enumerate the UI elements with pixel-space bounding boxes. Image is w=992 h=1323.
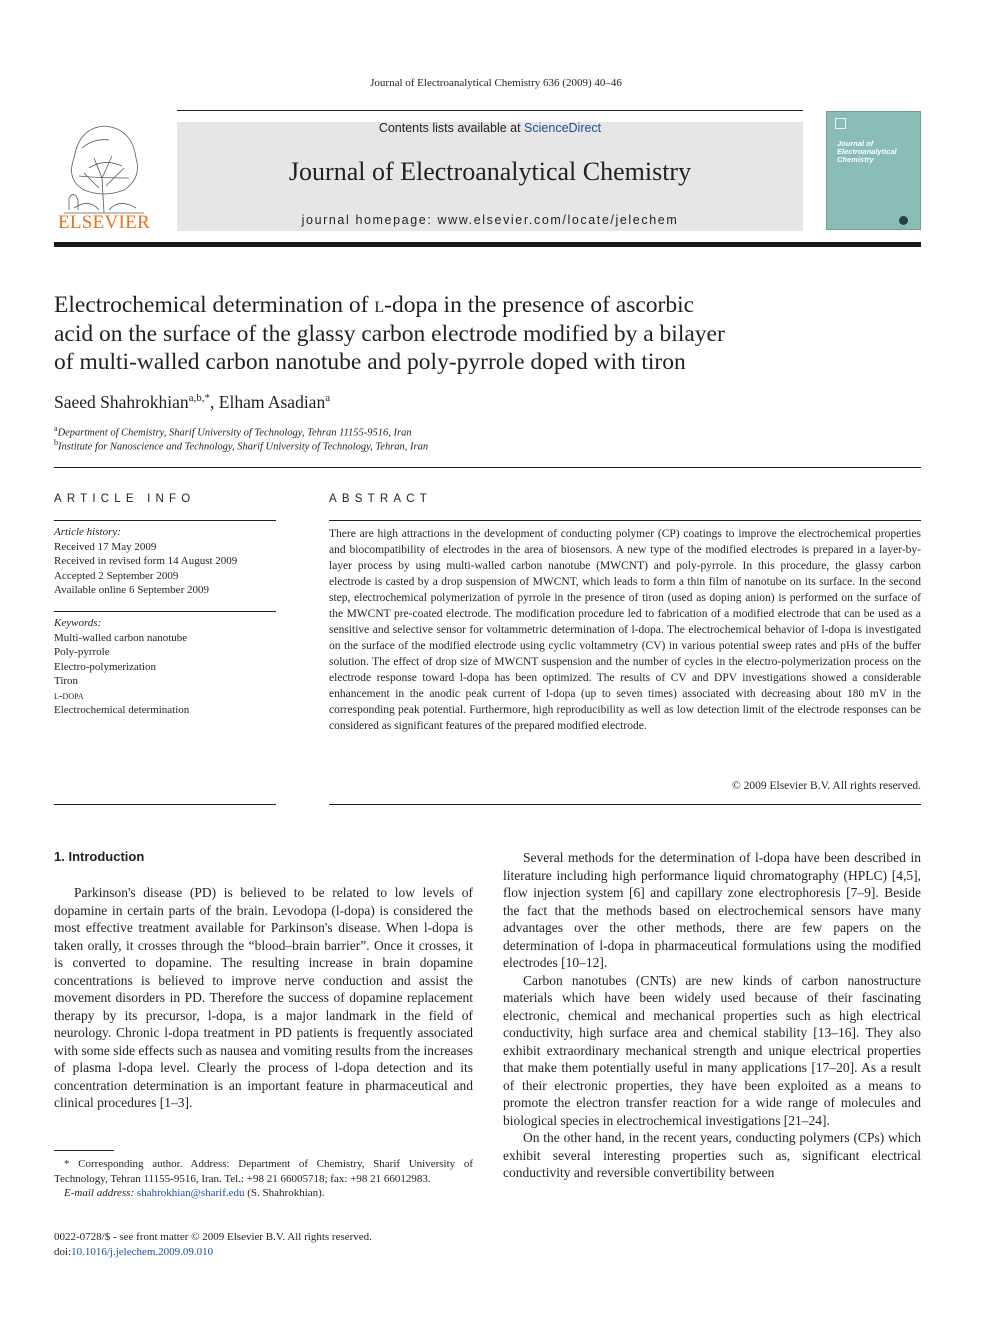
author-sup[interactable]: a,b,* xyxy=(188,392,211,405)
keyword: l-dopa xyxy=(54,689,84,702)
elsevier-wordmark: ELSEVIER xyxy=(57,212,151,233)
section-heading: 1. Introduction xyxy=(54,849,145,864)
author-list: Saeed Shahrokhian$^{a,b,*}$, Elham Asadian$^a$ xyxy=(54,392,331,412)
keyword: Poly-pyrrole xyxy=(54,646,110,658)
homepage-link[interactable]: www.elsevier.com/locate/jelechem xyxy=(437,213,679,227)
email-link[interactable]: shahrokhian@sharif.edu xyxy=(136,1187,245,1199)
doi-line: doi:10.1016/j.jelechem.2009.09.010 xyxy=(54,1245,214,1258)
abstract-label: ABSTRACT xyxy=(329,493,432,505)
history-item: Received in revised form 14 August 2009 xyxy=(54,555,238,567)
affiliation-b: $^b$Institute for Nanoscience and Technology, Sharif University of Technology, Tehran, Iran xyxy=(54,438,429,453)
keywords: Keywords: Multi-walled carbon nanotube Poly-pyrrole Electro-polymerization Tiron l-dopa Electrochemical determination xyxy=(54,616,276,718)
issn-line: 0022-0728/$ - see front matter © 2009 Elsevier B.V. All rights reserved. xyxy=(54,1231,372,1243)
title-line: of multi-walled carbon nanotube and poly-pyrrole doped with tiron xyxy=(54,349,686,375)
affiliation-a: $^a$Department of Chemistry, Sharif University of Technology, Tehran 11155-9516, Iran xyxy=(54,424,412,439)
title-line: acid on the surface of the glassy carbon electrode modified by a bilayer xyxy=(54,320,725,347)
journal-cover-thumbnail-icon xyxy=(826,111,921,230)
header-rule xyxy=(177,110,803,111)
info-rule xyxy=(54,611,276,612)
sciencedirect-link[interactable]: ScienceDirect xyxy=(524,121,602,135)
title-rule xyxy=(54,467,921,468)
keyword: Electrochemical determination xyxy=(54,704,190,716)
author-name[interactable]: Saeed Shahrokhian xyxy=(54,392,189,412)
keyword: Electro-polymerization xyxy=(54,660,157,673)
article-title xyxy=(54,291,854,377)
corresponding-author-note: * Corresponding author. Address: Department of Chemistry, Sharif University of Technology, Tehran 11155-9516, Iran. Tel.: +98 21 66005718; fax: +98 21 66012983. xyxy=(54,1158,473,1185)
abstract-rule xyxy=(329,804,921,805)
paragraph: Carbon nanotubes (CNTs) are new kinds of carbon nanostructure materials which have been widely used because of their fascinating electronic, chemical and mechanical properties such as high electrical conductivity, high surface area and chemical stability [13–16]. They also exhibit extraordinary mechanical strength and unique electrical properties that make them potentially useful in many applications [17–20]. As a result of their electronic properties, they have been exploited as a means to promote the electron transfer reaction for a wide range of molecules and biological species in electrochemical investigations [21–24]. xyxy=(503,972,921,1128)
doi-link[interactable]: 10.1016/j.jelechem.2009.09.010 xyxy=(71,1245,214,1258)
paragraph: On the other hand, in the recent years, conducting polymers (CPs) which exhibit several interesting properties such as, significant electrical conductivity and reversible convertibility between xyxy=(503,1130,921,1180)
email-note: E-mail address: shahrokhian@sharif.edu (S. Shahrokhian). xyxy=(64,1187,325,1199)
info-rule xyxy=(54,804,276,805)
cover-seal-icon xyxy=(899,216,908,225)
abstract-text: There are high attractions in the development of conducting polymer (CP) coatings to improve the electrochemical properties and biocompatibility of electrodes in the area of biosensors. A new type of the modified electrodes is prepared in a layer-by-layer process by using multi-walled carbon nanotube (MWCNT) and poly-pyrrole. In this procedure, the glassy carbon electrode is casted by a drop suspension of MWCNT, which leads to form a thin film of nanotube on its surface. In the second step, electrochemical polymerization of pyrrole in the presence of tiron (used as doping anion) is performed on the surface of the MWCNT pre-coated electrode. The modification procedure led to fabrication of a modified electrode that can be used as a sensitive and selective sensor for voltammetric determination of l-dopa. The electrochemical behavior of l-dopa is investigated on the surface of the modified electrode using cyclic voltammetry (CV) in various potential sweep rates and pHs of the buffer solution. The effect of drop size of MWCNT suspension and the number of cycles in the electro-polymerization process on the electrode response toward l-dopa has been optimized. The results of CV and DPV investigations showed a considerable enhancement in the anodic peak current of l-dopa (up to seven times) associated with decreasing about 180 mV in the corresponding peak potential. Furthermore, high reproducibility as well as low detection limit of the electrode responses can be considered as significant features of the prepared modified electrode. xyxy=(329,528,921,732)
article-info-label: ARTICLE INFO xyxy=(54,493,196,505)
body-column-right xyxy=(503,849,921,1182)
info-rule xyxy=(54,520,276,521)
history-item: Received 17 May 2009 xyxy=(54,540,157,553)
keyword: Tiron xyxy=(54,675,79,687)
header-thick-rule xyxy=(54,242,921,247)
abstract-copyright: © 2009 Elsevier B.V. All rights reserved. xyxy=(732,780,921,792)
paragraph: Several methods for the determination of l-dopa have been described in literature including high performance liquid chromatography (HPLC) [4,5], flow injection system [6] and capillary zone electrophoresis [7–9]. Beside the fact that the methods based on electrochemical sensors have many advantages over the other methods, there are few papers on the determination of l-dopa in pharmaceutical formulations using the modified electrodes [10–12]. xyxy=(503,850,921,970)
keyword: Multi-walled carbon nanotube xyxy=(54,631,188,644)
cover-title: Journal of Electroanalytical Chemistry xyxy=(837,139,897,164)
cover-logo-icon xyxy=(835,118,846,129)
history-item: Available online 6 September 2009 xyxy=(54,584,209,596)
title-line: Electrochemical determination of l-dopa in the presence of ascorbic xyxy=(54,292,695,318)
author-name[interactable]: Elham Asadian xyxy=(218,392,326,412)
footnote xyxy=(54,1157,473,1201)
paragraph: Parkinson's disease (PD) is believed to be related to low levels of dopamine in certain parts of the brain. Levodopa (l-dopa) is considered the most effective treatment available for Parkinson's disease. When l-dopa is taken orally, it crosses through the “blood–brain barrier”. Once it crosses, it is converted to dopamine. The resulting increase in brain dopamine concentrations is believed to improve nerve conduction and assist the movement disorders in PD. Therefore the success of dopamine replacement therapy by its precursor, l-dopa, is a major landmark in the field of neurology. Chronic l-dopa treatment in PD patients is frequently associated with some side effects such as nausea and vomiting results from the increases of plasma l-dopa level. Clearly the process of l-dopa detection and its concentration determination is an important feature in pharmaceutical and clinical procedures [1–3]. xyxy=(54,885,473,1110)
author-sup[interactable]: a xyxy=(325,392,331,405)
article-history: Article history: Received 17 May 2009 Received in revised form 14 August 2009 Accepted 2 September 2009 Available online 6 September 2009 xyxy=(54,525,276,598)
front-matter-footer xyxy=(54,1230,372,1259)
running-head: Journal of Electroanalytical Chemistry 636 (2009) 40–46 xyxy=(370,77,622,89)
contents-line: Contents lists available at ScienceDirect xyxy=(378,121,602,135)
abstract-rule xyxy=(329,520,921,521)
body-column-left xyxy=(54,884,473,1112)
journal-title: Journal of Electroanalytical Chemistry xyxy=(288,157,692,186)
footnote-rule xyxy=(54,1150,114,1151)
journal-homepage: journal homepage: www.elsevier.com/locate/jelechem xyxy=(301,213,679,227)
history-item: Accepted 2 September 2009 xyxy=(54,569,179,582)
